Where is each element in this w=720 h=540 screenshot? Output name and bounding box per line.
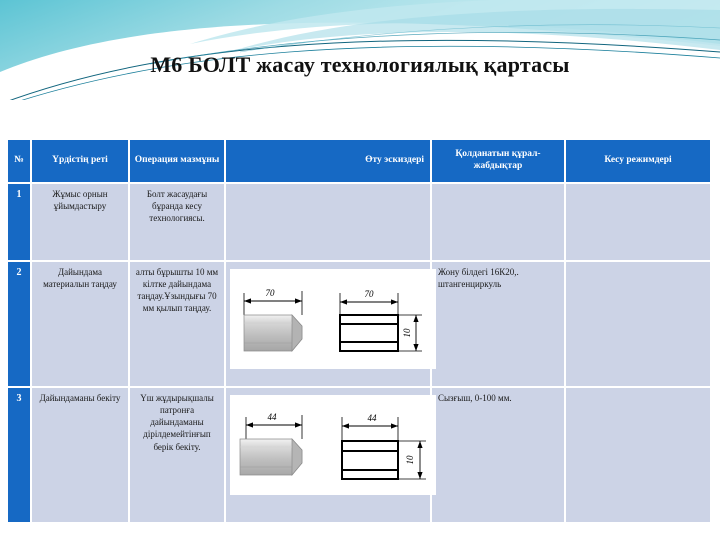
table-header-row: [8, 140, 712, 184]
table-row: [8, 388, 712, 524]
column-header-process: Үрдістің реті: [32, 140, 130, 184]
row-operation-content: Болт жасаудағы бұранда кесу технологиясы.: [130, 184, 226, 262]
sketch-length-label-2: 44: [367, 413, 377, 423]
row-operation-content: алты бұрышты 10 мм кілтке дайындама таңдау.Ұзындығы 70 мм қылып таңдау.: [130, 262, 226, 388]
row-number: 1: [8, 184, 32, 262]
sketch-height-label: 10: [402, 328, 412, 338]
row-operation-content: Үш жұдырықшалы патронға дайындаманы дірілдемейтінғып берік бекіту.: [130, 388, 226, 524]
row-process-step: Дайындама материалын таңдау: [32, 262, 130, 388]
process-chart-table: [8, 140, 712, 524]
table-row: [8, 262, 712, 388]
table-row: [8, 184, 712, 262]
row-number: 3: [8, 388, 32, 524]
row-cutting-regimes: [566, 262, 712, 388]
row-sketch-cell: [226, 262, 432, 388]
column-header-operation-content: Операция мазмұны: [130, 140, 226, 184]
row-cutting-regimes: [566, 388, 712, 524]
row-tools: [432, 184, 566, 262]
page-title: М6 БОЛТ жасау технологиялық қартасы: [150, 52, 570, 77]
row-tools: Сызғыш, 0-100 мм.: [432, 388, 566, 524]
row-sketch-cell: [226, 184, 432, 262]
row-process-step: Дайындаманы бекіту: [32, 388, 130, 524]
row-tools: Жону білдегі 16К20,. штангенциркуль: [432, 262, 566, 388]
row-cutting-regimes: [566, 184, 712, 262]
column-header-tools: Қолданатын құрал-жабдықтар: [432, 140, 566, 184]
sketch-height-label: 10: [405, 455, 415, 465]
sketch-image-blank-44mm: [230, 395, 436, 495]
column-header-cutting-regimes: Кесу режимдері: [566, 140, 712, 184]
sketch-length-label-2: 70: [364, 289, 374, 299]
column-header-number: №: [8, 140, 32, 184]
sketch-image-blank-70mm: [230, 269, 436, 369]
row-number: 2: [8, 262, 32, 388]
row-process-step: Жұмыс орнын ұйымдастыру: [32, 184, 130, 262]
sketch-length-label: 70: [265, 288, 275, 298]
sketch-length-label: 44: [267, 412, 277, 422]
row-sketch-cell: [226, 388, 432, 524]
column-header-sketches: Өту эскиздері: [226, 140, 432, 184]
